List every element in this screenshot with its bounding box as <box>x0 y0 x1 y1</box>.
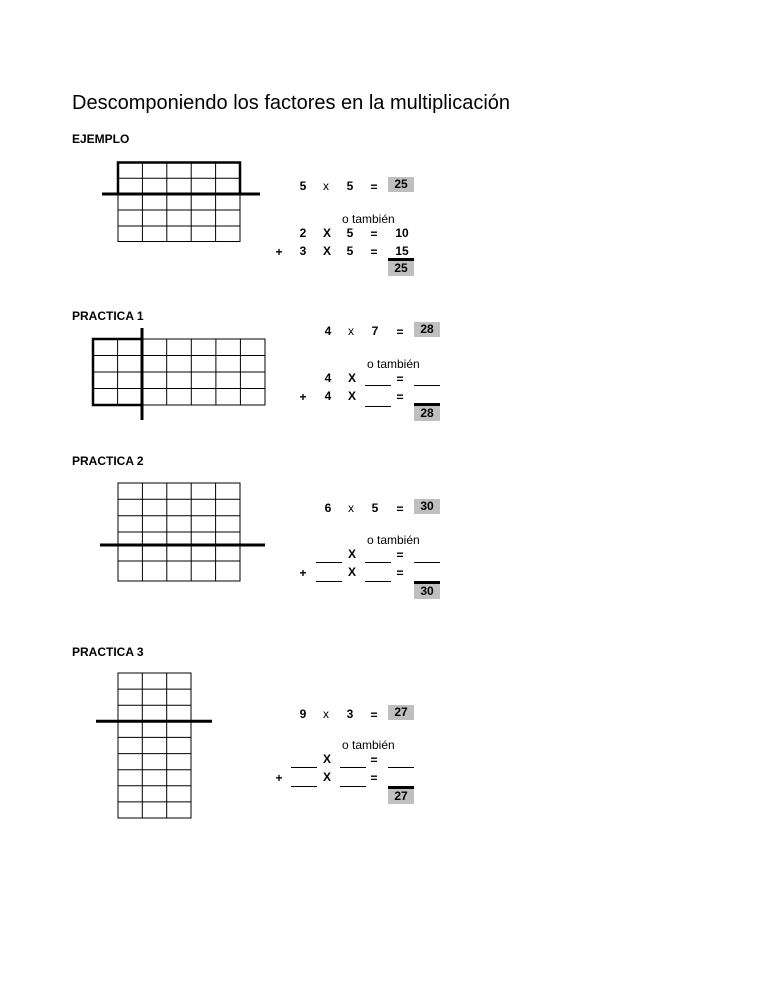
row2-plus-sign: + <box>275 245 283 259</box>
row2-operator: X <box>322 770 331 784</box>
main-factor-a: 6 <box>324 501 332 515</box>
main-equals: = <box>396 325 404 339</box>
grid-practica-2 <box>95 480 267 584</box>
row2-equals: = <box>370 245 378 259</box>
row1-operator: X <box>347 371 356 385</box>
grid-practica-3 <box>95 670 215 820</box>
page-title: Descomponiendo los factores en la multiplicación <box>72 92 511 114</box>
section-label-ejemplo: EJEMPLO <box>72 132 130 146</box>
section-label-practica-1: PRACTICA 1 <box>72 309 144 323</box>
main-factor-b: 3 <box>346 707 354 721</box>
row1-factor-a-blank[interactable] <box>316 548 342 563</box>
row1-result-blank[interactable] <box>414 548 440 563</box>
main-factor-a: 4 <box>324 324 332 338</box>
row2-equals: = <box>396 566 404 580</box>
row2-factor-b-blank[interactable] <box>365 392 391 407</box>
row1-equals: = <box>370 753 378 767</box>
main-factor-b: 5 <box>371 501 379 515</box>
alt-label: o también <box>367 533 420 547</box>
row2-factor-b-blank[interactable] <box>365 567 391 582</box>
row2-factor-b-blank[interactable] <box>340 772 366 787</box>
row2-factor-a: 3 <box>299 244 307 258</box>
total-result: 27 <box>388 789 414 804</box>
main-factor-a: 9 <box>299 707 307 721</box>
row2-factor-a-blank[interactable] <box>316 567 342 582</box>
row1-factor-b-blank[interactable] <box>365 371 391 386</box>
total-result: 25 <box>388 261 414 276</box>
row1-operator: X <box>347 547 356 561</box>
row1-factor-a: 2 <box>299 226 307 240</box>
row2-equals: = <box>370 771 378 785</box>
total-result: 28 <box>414 406 440 421</box>
main-equals: = <box>396 502 404 516</box>
row1-factor-b-blank[interactable] <box>365 548 391 563</box>
main-result: 27 <box>388 705 414 720</box>
main-operator: x <box>323 707 329 721</box>
row2-plus-sign: + <box>275 771 283 785</box>
row2-factor-a-blank[interactable] <box>291 772 317 787</box>
alt-label: o también <box>342 212 395 226</box>
row1-equals: = <box>396 372 404 386</box>
row2-operator: X <box>347 565 356 579</box>
alt-label: o también <box>367 357 420 371</box>
row2-plus-sign: + <box>299 566 307 580</box>
row1-equals: = <box>370 227 378 241</box>
row2-operator: X <box>322 244 331 258</box>
row2-plus-sign: + <box>299 390 307 404</box>
row1-factor-a-blank[interactable] <box>291 753 317 768</box>
row1-result: 10 <box>395 226 409 240</box>
row1-equals: = <box>396 548 404 562</box>
row2-operator: X <box>347 389 356 403</box>
main-result: 25 <box>388 177 414 192</box>
grid-ejemplo <box>100 160 265 244</box>
row1-factor-b: 5 <box>346 226 354 240</box>
row1-result-blank[interactable] <box>388 753 414 768</box>
main-factor-b: 7 <box>371 324 379 338</box>
main-equals: = <box>370 180 378 194</box>
main-operator: x <box>348 324 354 338</box>
section-label-practica-3: PRACTICA 3 <box>72 645 144 659</box>
total-result: 30 <box>414 584 440 599</box>
alt-label: o también <box>342 738 395 752</box>
row2-factor-b: 5 <box>346 244 354 258</box>
main-result: 28 <box>414 322 440 337</box>
row2-factor-a: 4 <box>324 389 332 403</box>
row2-equals: = <box>396 390 404 404</box>
row1-operator: X <box>322 226 331 240</box>
main-result: 30 <box>414 499 440 514</box>
row2-result: 15 <box>395 244 409 258</box>
grid-practica-1 <box>90 328 270 424</box>
row1-result-blank[interactable] <box>414 371 440 386</box>
main-factor-a: 5 <box>299 179 307 193</box>
row1-factor-a: 4 <box>324 371 332 385</box>
main-equals: = <box>370 708 378 722</box>
row1-factor-b-blank[interactable] <box>340 753 366 768</box>
main-operator: x <box>348 501 354 515</box>
main-operator: x <box>323 179 329 193</box>
row1-operator: X <box>322 752 331 766</box>
main-factor-b: 5 <box>346 179 354 193</box>
section-label-practica-2: PRACTICA 2 <box>72 454 144 468</box>
